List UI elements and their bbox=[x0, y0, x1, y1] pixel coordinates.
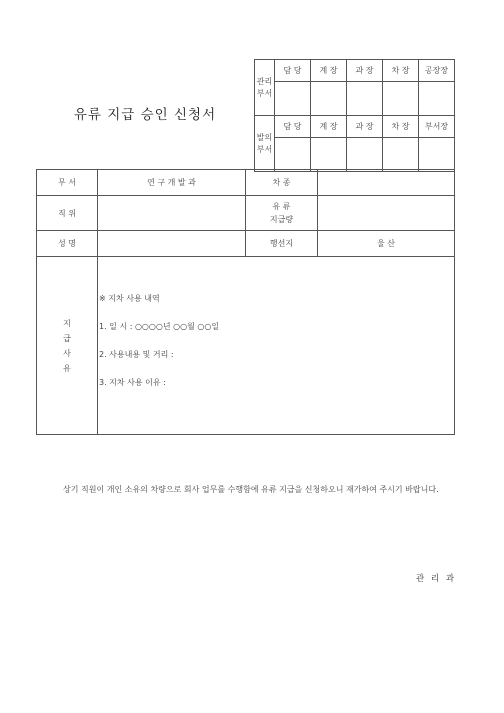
department-signature: 관 리 과 bbox=[416, 574, 457, 584]
approval-header: 부서장 bbox=[419, 116, 455, 138]
signature-box[interactable] bbox=[275, 82, 311, 116]
fuel-amount-value[interactable] bbox=[318, 196, 455, 231]
position-value[interactable] bbox=[98, 196, 246, 231]
dept-value[interactable]: 연 구 개 발 과 bbox=[98, 170, 246, 196]
signature-box[interactable] bbox=[311, 138, 347, 172]
approval-header: 공장장 bbox=[419, 60, 455, 82]
application-form-table bbox=[36, 169, 455, 435]
destination-value[interactable]: 울 산 bbox=[318, 231, 455, 257]
signature-box[interactable] bbox=[347, 82, 383, 116]
request-statement: 상기 직원이 개인 소유의 차량으로 회사 업무를 수행함에 유류 지급을 신청하오니 재가하여 주시기 바랍니다. bbox=[63, 485, 439, 494]
approval-table bbox=[254, 59, 455, 172]
approval-header: 과 장 bbox=[347, 60, 383, 82]
signature-box[interactable] bbox=[419, 138, 455, 172]
signature-box[interactable] bbox=[347, 138, 383, 172]
management-dept-label: 관리 부서 bbox=[255, 60, 275, 116]
reason-line: 1. 일 시 : ○○○○년 ○○월 ○○일 bbox=[99, 322, 220, 331]
dept-label: 무 서 bbox=[37, 170, 98, 196]
document-title: 유류 지급 승인 신청서 bbox=[73, 107, 217, 123]
signature-box[interactable] bbox=[275, 138, 311, 172]
signature-box[interactable] bbox=[383, 82, 419, 116]
approval-header: 담 당 bbox=[275, 116, 311, 138]
vehicle-value[interactable] bbox=[318, 170, 455, 196]
reason-line: 3. 지차 사용 이유 : bbox=[99, 378, 166, 387]
approval-header: 차 장 bbox=[383, 116, 419, 138]
name-value[interactable] bbox=[98, 231, 246, 257]
approval-header: 계 장 bbox=[311, 60, 347, 82]
requesting-dept-label: 발의 부서 bbox=[255, 116, 275, 172]
approval-header: 담 당 bbox=[275, 60, 311, 82]
signature-box[interactable] bbox=[311, 82, 347, 116]
vehicle-label: 차 종 bbox=[246, 170, 318, 196]
fuel-amount-label: 유 류 지급량 bbox=[246, 196, 318, 231]
position-label: 직 위 bbox=[37, 196, 98, 231]
reason-line: 2. 사용내용 및 거리 : bbox=[99, 350, 174, 359]
name-label: 성 명 bbox=[37, 231, 98, 257]
approval-header: 계 장 bbox=[311, 116, 347, 138]
reason-label: 지 급 사 유 bbox=[37, 257, 98, 435]
reason-line: ※ 지차 사용 내역 bbox=[99, 294, 160, 303]
reason-content[interactable] bbox=[98, 257, 455, 435]
approval-header: 차 장 bbox=[383, 60, 419, 82]
destination-label: 행선지 bbox=[246, 231, 318, 257]
signature-box[interactable] bbox=[383, 138, 419, 172]
approval-header: 과 장 bbox=[347, 116, 383, 138]
signature-box[interactable] bbox=[419, 82, 455, 116]
